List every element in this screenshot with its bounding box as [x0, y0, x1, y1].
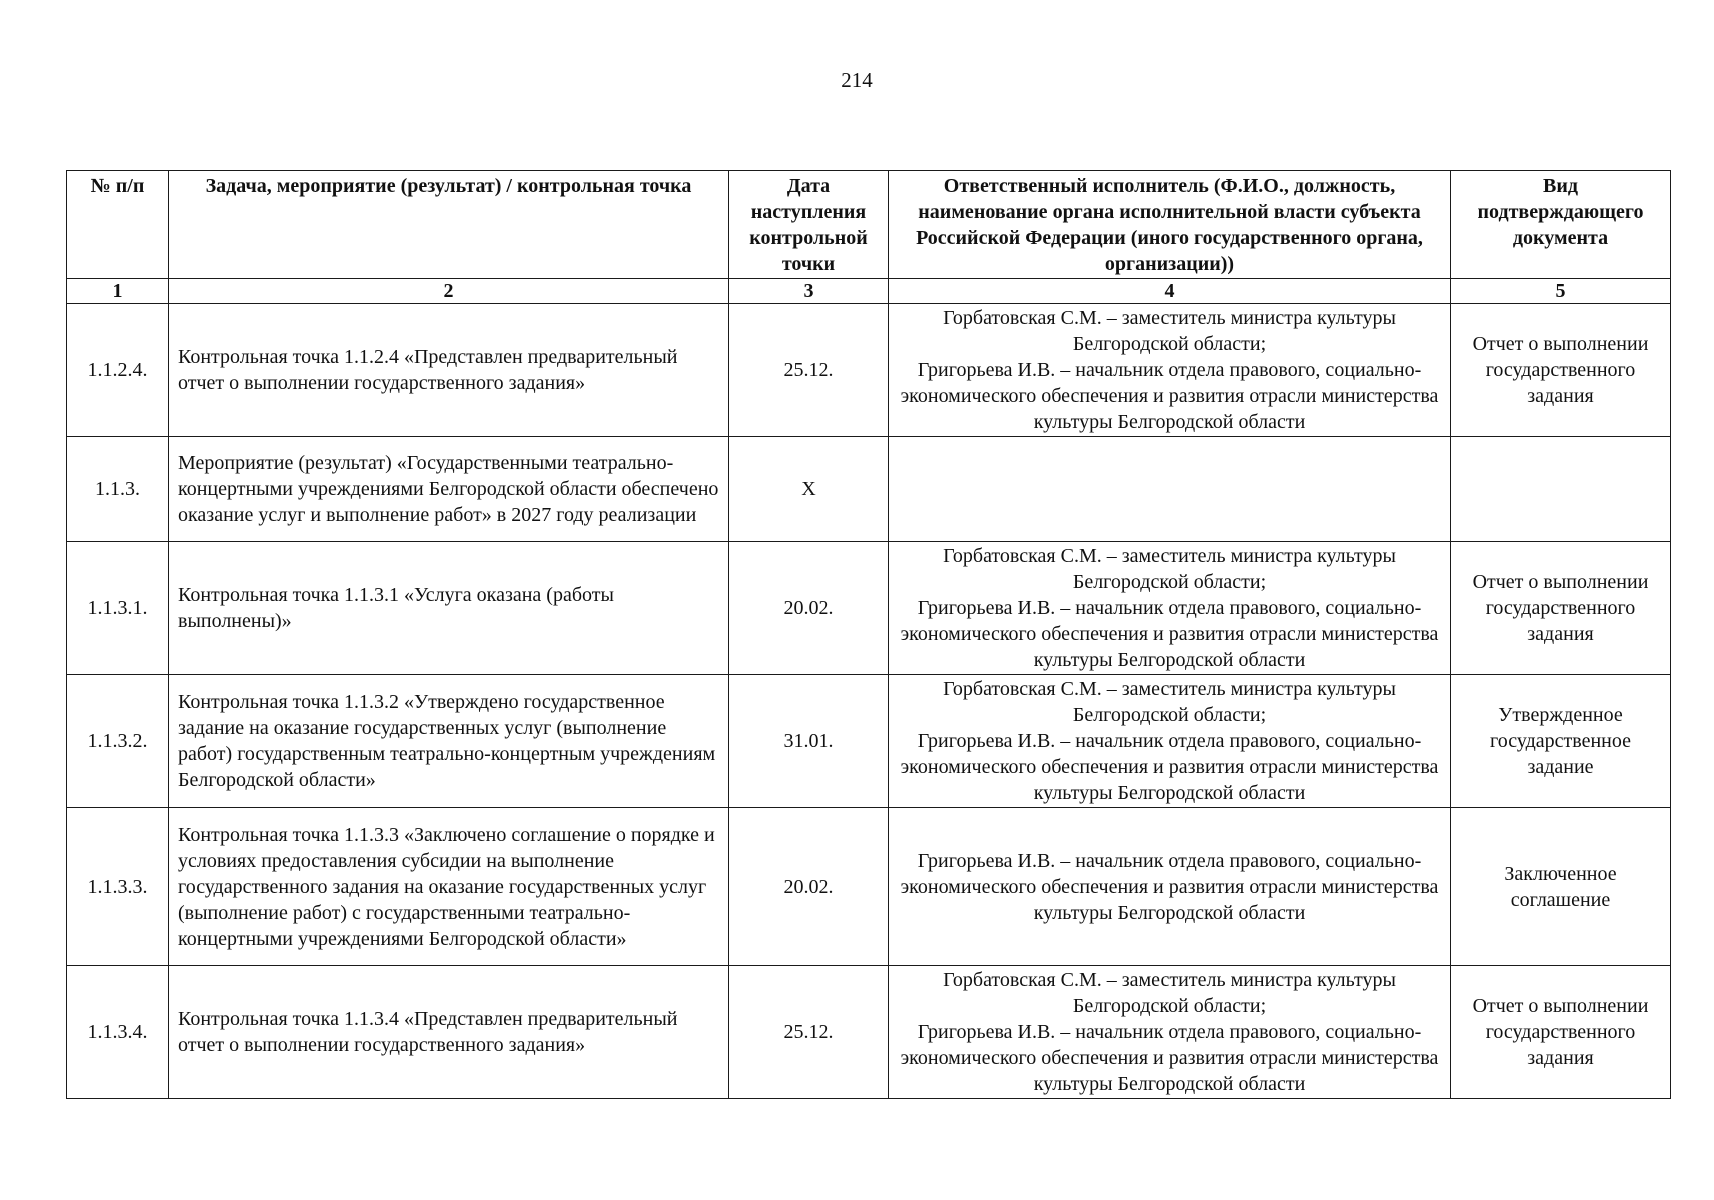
- responsible-line: Григорьева И.В. – начальник отдела правового, социально-экономического обеспечения и развития отрасли министерства культуры Белгородской области: [900, 1021, 1439, 1095]
- row-number: 1.1.3.1.: [67, 542, 169, 675]
- row-responsible: [889, 437, 1451, 542]
- responsible-line: Григорьева И.В. – начальник отдела правового, социально-экономического обеспечения и развития отрасли министерства культуры Белгородской области: [900, 730, 1439, 804]
- row-number: 1.1.3.: [67, 437, 169, 542]
- header-responsible: Ответственный исполнитель (Ф.И.О., должность, наименование органа исполнительной власти субъекта Российской Федерации (иного государственного органа, организации)): [889, 171, 1451, 279]
- header-date: Дата наступления контрольной точки: [729, 171, 889, 279]
- row-task: Контрольная точка 1.1.2.4 «Представлен предварительный отчет о выполнении государственного задания»: [169, 304, 729, 437]
- column-number: 3: [729, 279, 889, 304]
- table-row: [67, 808, 1671, 966]
- table-row: [67, 542, 1671, 675]
- row-number: 1.1.3.4.: [67, 966, 169, 1099]
- row-document: [1451, 437, 1671, 542]
- responsible-line: Горбатовская С.М. – заместитель министра культуры Белгородской области;: [943, 969, 1396, 1017]
- header-task: Задача, мероприятие (результат) / контрольная точка: [169, 171, 729, 279]
- row-number: 1.1.2.4.: [67, 304, 169, 437]
- row-date: 25.12.: [729, 304, 889, 437]
- header-num: № п/п: [67, 171, 169, 279]
- table-row: [67, 304, 1671, 437]
- page-number: 214: [841, 68, 873, 92]
- table-row: [67, 966, 1671, 1099]
- row-number: 1.1.3.2.: [67, 675, 169, 808]
- row-date: 31.01.: [729, 675, 889, 808]
- row-task: Контрольная точка 1.1.3.3 «Заключено соглашение о порядке и условиях предоставления субсидии на выполнение государственного задания на оказание государственных услуг (выполнение работ) с государственными театрально-концертными учреждениями Белгородской области»: [169, 808, 729, 966]
- row-task: Контрольная точка 1.1.3.4 «Представлен предварительный отчет о выполнении государственного задания»: [169, 966, 729, 1099]
- row-document: Заключенное соглашение: [1451, 808, 1671, 966]
- row-document: Отчет о выполнении государственного задания: [1451, 966, 1671, 1099]
- responsible-line: Григорьева И.В. – начальник отдела правового, социально-экономического обеспечения и развития отрасли министерства культуры Белгородской области: [900, 359, 1439, 433]
- row-task: Контрольная точка 1.1.3.1 «Услуга оказана (работы выполнены)»: [169, 542, 729, 675]
- control-points-table: [66, 170, 1671, 1099]
- column-number: 2: [169, 279, 729, 304]
- row-responsible: [889, 304, 1451, 437]
- row-task: Контрольная точка 1.1.3.2 «Утверждено государственное задание на оказание государственных услуг (выполнение работ) государственным театрально-концертным учреждениям Белгородской области»: [169, 675, 729, 808]
- column-number: 4: [889, 279, 1451, 304]
- row-document: Утвержденное государственное задание: [1451, 675, 1671, 808]
- responsible-line: Григорьева И.В. – начальник отдела правового, социально-экономического обеспечения и развития отрасли министерства культуры Белгородской области: [900, 597, 1439, 671]
- header-document: Вид подтверждающего документа: [1451, 171, 1671, 279]
- table-row: [67, 675, 1671, 808]
- column-number: 5: [1451, 279, 1671, 304]
- column-number-row: [67, 279, 1671, 304]
- responsible-line: Горбатовская С.М. – заместитель министра культуры Белгородской области;: [943, 678, 1396, 726]
- row-document: Отчет о выполнении государственного задания: [1451, 304, 1671, 437]
- responsible-line: Горбатовская С.М. – заместитель министра культуры Белгородской области;: [943, 545, 1396, 593]
- row-date: Х: [729, 437, 889, 542]
- table-row: [67, 437, 1671, 542]
- row-date: 20.02.: [729, 808, 889, 966]
- column-number: 1: [67, 279, 169, 304]
- table-header-row: [67, 171, 1671, 279]
- row-date: 25.12.: [729, 966, 889, 1099]
- row-responsible: [889, 675, 1451, 808]
- row-responsible: [889, 808, 1451, 966]
- responsible-line: Горбатовская С.М. – заместитель министра культуры Белгородской области;: [943, 307, 1396, 355]
- row-task: Мероприятие (результат) «Государственными театрально-концертными учреждениями Белгородской области обеспечено оказание услуг и выполнение работ» в 2027 году реализации: [169, 437, 729, 542]
- responsible-line: Григорьева И.В. – начальник отдела правового, социально-экономического обеспечения и развития отрасли министерства культуры Белгородской области: [900, 849, 1439, 924]
- row-date: 20.02.: [729, 542, 889, 675]
- row-responsible: [889, 542, 1451, 675]
- row-responsible: [889, 966, 1451, 1099]
- row-number: 1.1.3.3.: [67, 808, 169, 966]
- row-document: Отчет о выполнении государственного задания: [1451, 542, 1671, 675]
